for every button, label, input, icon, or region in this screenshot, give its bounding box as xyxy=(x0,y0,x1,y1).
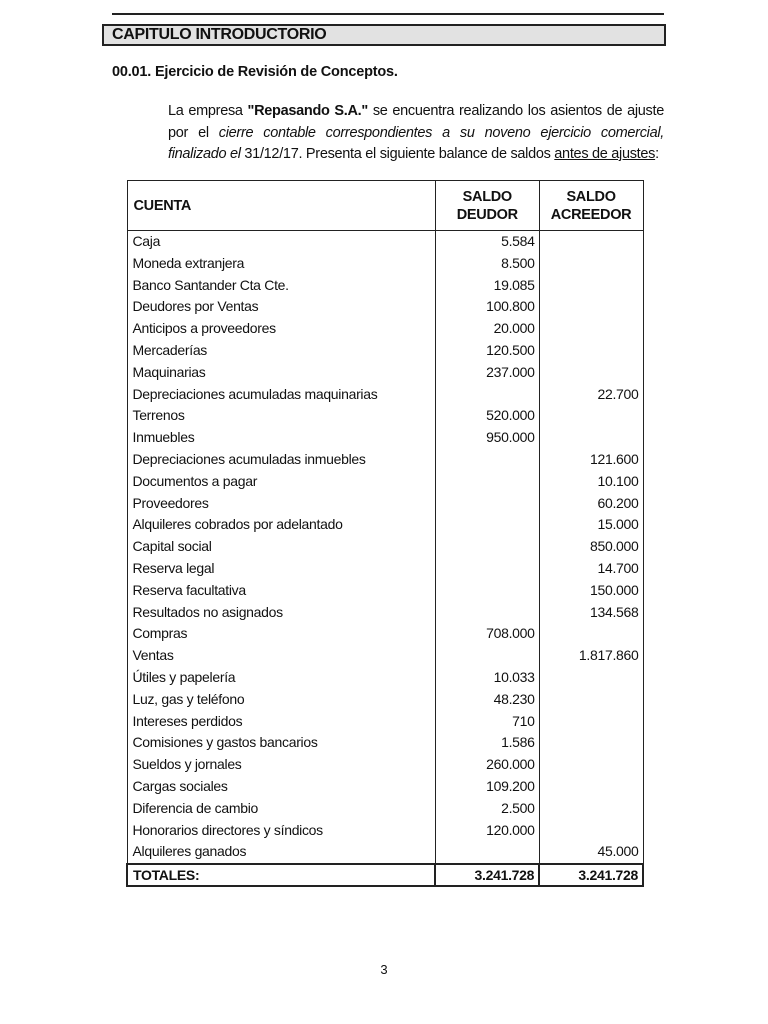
header-saldo-acreedor: SALDO ACREEDOR xyxy=(539,181,643,231)
cuenta-cell: Reserva legal xyxy=(127,558,435,580)
intro-underlined: antes de ajustes xyxy=(554,146,656,162)
saldo-deudor-cell: 109.200 xyxy=(435,776,539,798)
table-row xyxy=(127,362,643,384)
saldo-acreedor-cell: 1.817.860 xyxy=(539,645,643,667)
saldo-deudor-cell: 120.000 xyxy=(435,820,539,842)
cuenta-cell: Alquileres cobrados por adelantado xyxy=(127,514,435,536)
table-row xyxy=(127,776,643,798)
saldo-deudor-cell: 19.085 xyxy=(435,275,539,297)
table-row xyxy=(127,602,643,624)
cuenta-cell: Documentos a pagar xyxy=(127,471,435,493)
table-row xyxy=(127,754,643,776)
table-row xyxy=(127,231,643,253)
saldo-acreedor-cell: 134.568 xyxy=(539,602,643,624)
cuenta-cell: Comisiones y gastos bancarios xyxy=(127,732,435,754)
saldo-deudor-cell xyxy=(435,602,539,624)
intro-italic: cierre contable correspondientes a su noveno ejercicio comercial, finalizado el xyxy=(168,124,664,162)
table-row xyxy=(127,645,643,667)
saldo-acreedor-cell xyxy=(539,623,643,645)
saldo-deudor-cell: 100.800 xyxy=(435,296,539,318)
table-row xyxy=(127,449,643,471)
cuenta-cell: Intereses perdidos xyxy=(127,711,435,733)
saldo-deudor-cell xyxy=(435,645,539,667)
table-row xyxy=(127,623,643,645)
table-row xyxy=(127,296,643,318)
cuenta-cell: Terrenos xyxy=(127,405,435,427)
header-saldo-deudor: SALDO DEUDOR xyxy=(435,181,539,231)
table-row xyxy=(127,580,643,602)
saldo-acreedor-cell xyxy=(539,754,643,776)
saldo-deudor-cell: 710 xyxy=(435,711,539,733)
table-row xyxy=(127,667,643,689)
cuenta-cell: Cargas sociales xyxy=(127,776,435,798)
table-row xyxy=(127,493,643,515)
saldo-deudor-cell: 48.230 xyxy=(435,689,539,711)
saldo-acreedor-cell: 850.000 xyxy=(539,536,643,558)
table-row xyxy=(127,384,643,406)
saldo-acreedor-cell xyxy=(539,405,643,427)
table-row xyxy=(127,841,643,864)
table-row xyxy=(127,820,643,842)
saldo-deudor-cell xyxy=(435,493,539,515)
saldo-acreedor-cell xyxy=(539,776,643,798)
table-header-row xyxy=(127,181,643,231)
saldo-acreedor-cell xyxy=(539,798,643,820)
table-row xyxy=(127,798,643,820)
table-row xyxy=(127,711,643,733)
intro-text-2: se encuentra realizando los asientos de ajuste por el xyxy=(168,103,664,141)
intro-text-3: 31/12/17. Presenta el siguiente balance de saldos xyxy=(240,146,555,162)
table-row xyxy=(127,558,643,580)
cuenta-cell: Capital social xyxy=(127,536,435,558)
table-row xyxy=(127,405,643,427)
saldo-acreedor-cell: 60.200 xyxy=(539,493,643,515)
cuenta-cell: Diferencia de cambio xyxy=(127,798,435,820)
saldo-acreedor-cell xyxy=(539,231,643,253)
page-number: 3 xyxy=(380,962,388,977)
saldo-acreedor-cell: 45.000 xyxy=(539,841,643,864)
saldo-deudor-cell xyxy=(435,384,539,406)
saldo-acreedor-cell xyxy=(539,667,643,689)
balance-table xyxy=(126,180,644,887)
saldo-deudor-cell: 1.586 xyxy=(435,732,539,754)
top-rule xyxy=(112,13,664,15)
saldo-acreedor-cell xyxy=(539,427,643,449)
saldo-acreedor-cell: 22.700 xyxy=(539,384,643,406)
saldo-acreedor-cell xyxy=(539,275,643,297)
cuenta-cell: Mercaderías xyxy=(127,340,435,362)
saldo-deudor-cell xyxy=(435,514,539,536)
saldo-deudor-cell: 708.000 xyxy=(435,623,539,645)
cuenta-cell: Ventas xyxy=(127,645,435,667)
saldo-acreedor-cell xyxy=(539,362,643,384)
table-row xyxy=(127,689,643,711)
saldo-deudor-cell: 10.033 xyxy=(435,667,539,689)
table-row xyxy=(127,732,643,754)
saldo-acreedor-cell xyxy=(539,711,643,733)
cuenta-cell: Sueldos y jornales xyxy=(127,754,435,776)
saldo-acreedor-cell: 14.700 xyxy=(539,558,643,580)
intro-text-1: La empresa xyxy=(168,103,248,119)
cuenta-cell: Depreciaciones acumuladas maquinarias xyxy=(127,384,435,406)
section-title: 00.01. Ejercicio de Revisión de Conceptos. xyxy=(112,64,398,80)
balance-body xyxy=(127,231,643,865)
cuenta-cell: Anticipos a proveedores xyxy=(127,318,435,340)
saldo-acreedor-cell: 15.000 xyxy=(539,514,643,536)
cuenta-cell: Banco Santander Cta Cte. xyxy=(127,275,435,297)
cuenta-cell: Honorarios directores y síndicos xyxy=(127,820,435,842)
header-cuenta: CUENTA xyxy=(127,181,435,231)
table-row xyxy=(127,427,643,449)
saldo-deudor-cell xyxy=(435,841,539,864)
cuenta-cell: Moneda extranjera xyxy=(127,253,435,275)
saldo-acreedor-cell xyxy=(539,820,643,842)
company-name: "Repasando S.A." xyxy=(247,103,368,119)
table-row xyxy=(127,253,643,275)
cuenta-cell: Reserva facultativa xyxy=(127,580,435,602)
table-row xyxy=(127,514,643,536)
cuenta-cell: Deudores por Ventas xyxy=(127,296,435,318)
saldo-deudor-cell: 120.500 xyxy=(435,340,539,362)
chapter-title: CAPITULO INTRODUCTORIO xyxy=(112,26,327,43)
cuenta-cell: Compras xyxy=(127,623,435,645)
saldo-acreedor-cell xyxy=(539,296,643,318)
saldo-deudor-cell: 8.500 xyxy=(435,253,539,275)
saldo-deudor-cell: 260.000 xyxy=(435,754,539,776)
cuenta-cell: Alquileres ganados xyxy=(127,841,435,864)
cuenta-cell: Caja xyxy=(127,231,435,253)
totals-deudor: 3.241.728 xyxy=(435,864,539,886)
totals-acreedor: 3.241.728 xyxy=(539,864,643,886)
saldo-acreedor-cell: 150.000 xyxy=(539,580,643,602)
cuenta-cell: Depreciaciones acumuladas inmuebles xyxy=(127,449,435,471)
saldo-deudor-cell xyxy=(435,580,539,602)
cuenta-cell: Inmuebles xyxy=(127,427,435,449)
saldo-acreedor-cell: 121.600 xyxy=(539,449,643,471)
table-row xyxy=(127,471,643,493)
totals-label: TOTALES: xyxy=(127,864,435,886)
saldo-deudor-cell: 2.500 xyxy=(435,798,539,820)
saldo-acreedor-cell xyxy=(539,340,643,362)
cuenta-cell: Proveedores xyxy=(127,493,435,515)
cuenta-cell: Maquinarias xyxy=(127,362,435,384)
saldo-acreedor-cell xyxy=(539,732,643,754)
chapter-header xyxy=(102,24,666,46)
table-row xyxy=(127,275,643,297)
totals-row xyxy=(127,864,643,886)
table-row xyxy=(127,318,643,340)
intro-paragraph xyxy=(112,101,664,166)
saldo-deudor-cell: 20.000 xyxy=(435,318,539,340)
saldo-deudor-cell xyxy=(435,536,539,558)
table-row xyxy=(127,340,643,362)
intro-text-4: : xyxy=(655,146,659,162)
saldo-acreedor-cell xyxy=(539,689,643,711)
cuenta-cell: Resultados no asignados xyxy=(127,602,435,624)
cuenta-cell: Luz, gas y teléfono xyxy=(127,689,435,711)
saldo-deudor-cell: 950.000 xyxy=(435,427,539,449)
saldo-deudor-cell: 237.000 xyxy=(435,362,539,384)
saldo-deudor-cell: 520.000 xyxy=(435,405,539,427)
saldo-acreedor-cell: 10.100 xyxy=(539,471,643,493)
saldo-acreedor-cell xyxy=(539,318,643,340)
saldo-deudor-cell xyxy=(435,471,539,493)
saldo-acreedor-cell xyxy=(539,253,643,275)
saldo-deudor-cell xyxy=(435,449,539,471)
saldo-deudor-cell: 5.584 xyxy=(435,231,539,253)
cuenta-cell: Útiles y papelería xyxy=(127,667,435,689)
table-row xyxy=(127,536,643,558)
saldo-deudor-cell xyxy=(435,558,539,580)
